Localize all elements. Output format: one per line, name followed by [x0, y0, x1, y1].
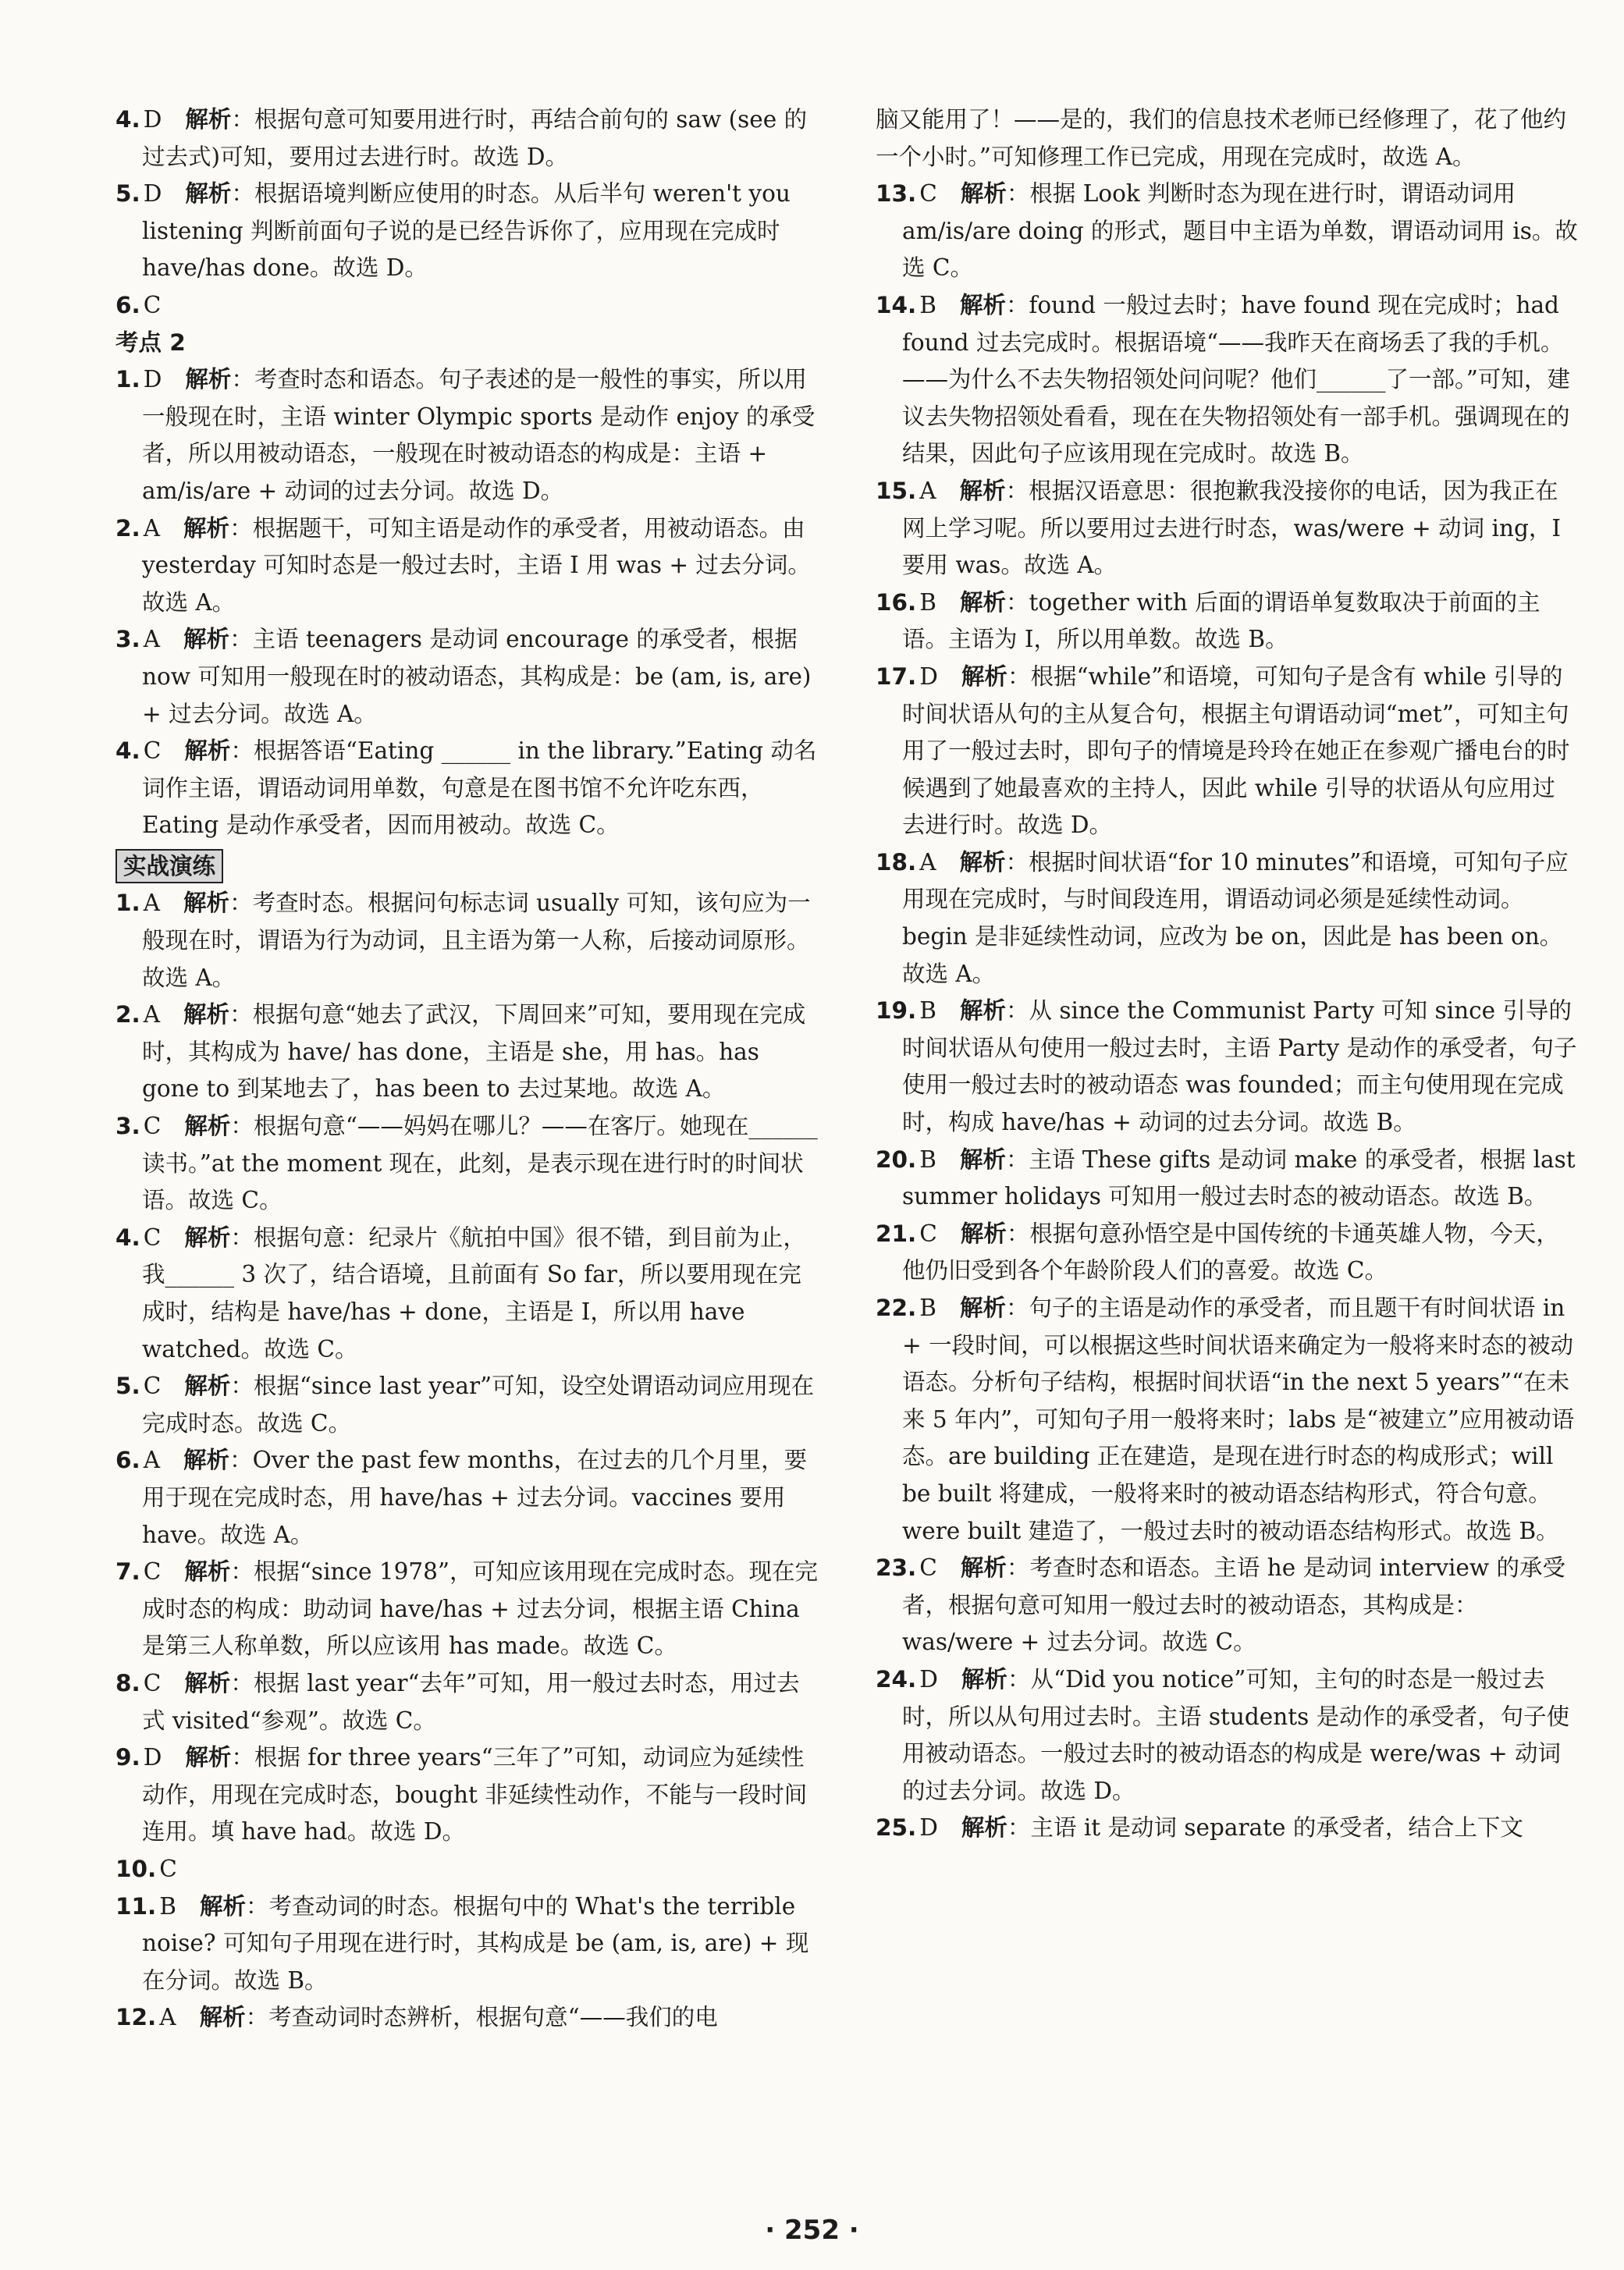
label-colon: ： [230, 1669, 254, 1696]
analysis-text: 考查时态和语态。主语 he 是动词 interview 的承受者，根据句意可知用一般过去时的被动语态，其构成是：was/were + 过去分词。故选 C。 [902, 1554, 1565, 1656]
question-number: 6. [115, 1447, 140, 1474]
analysis-text: 根据时间状语“for 10 minutes”和语境，可知句子应用现在完成时，与时间段连用，谓语动词必须是延续性动词。begin 是非延续性动词，应改为 be on，因此是 has been on。故选 A。 [902, 848, 1569, 987]
question-number: 22. [876, 1295, 917, 1321]
analysis-text: found 一般过去时；have found 现在完成时；had found 过去完成时。根据语境“——我昨天在商场丢了我的手机。——为什么不去失物招领处问问呢？他们______了一部。”可知，建议去失物招领处看看，现在在失物招领处有一部手机。强调现在的结果，因此句子应该用现在完成时。故选 B。 [902, 291, 1570, 467]
label-colon: ： [1006, 1554, 1030, 1582]
label-colon: ： [231, 1744, 254, 1771]
question-number: 23. [876, 1554, 917, 1582]
answer-entry [115, 1108, 818, 1220]
continued-text: 脑又能用了！——是的，我们的信息技术老师已经修理了，花了他约一个小时。”可知修理工作已完成，用现在完成时，故选 A。 [876, 106, 1567, 170]
analysis-label: 解析 [184, 1113, 231, 1140]
question-number: 9. [115, 1744, 140, 1771]
analysis-text: 根据句意孙悟空是中国传统的卡通英雄人物，今天，他仍旧受到各个年龄阶段人们的喜爱。故选 C。 [902, 1220, 1559, 1284]
analysis-label: 解析 [183, 626, 230, 653]
analysis-text: together with 后面的谓语单复数取决于前面的主语。主语为 I，所以用单数。故选 B。 [902, 588, 1540, 653]
answer-letter: D [143, 366, 162, 393]
analysis-text: 根据 for three years“三年了”可知，动词应为延续性动作，用现在完成时态，bought 非延续性动作，不能与一段时间连用。填 have had。故选 D。 [142, 1744, 808, 1845]
question-number: 6. [115, 291, 140, 318]
page-number: · 252 · [765, 2215, 859, 2246]
section-heading: 考点 2 [115, 329, 186, 356]
analysis-text: 考查时态。根据问句标志词 usually 可知，该句应为一般现在时，谓语为行为动词，且主语为第一人称，后接动词原形。故选 A。 [142, 890, 811, 991]
answer-letter: C [919, 1220, 937, 1247]
answer-letter: D [919, 663, 938, 690]
answer-letter: A [143, 890, 161, 917]
analysis-text: Over the past few months，在过去的几个月里，要用于现在完成时态，用 have/has + 过去分词。vaccines 要用 have。故选 A。 [142, 1447, 808, 1548]
answer-letter: A [143, 626, 161, 653]
label-colon: ： [1005, 1146, 1029, 1173]
analysis-label: 解析 [959, 997, 1006, 1025]
answer-entry [876, 1661, 1578, 1810]
answer-letter: C [143, 1669, 162, 1696]
analysis-text: 根据句意：纪录片《航拍中国》很不错，到目前为止，我______ 3 次了，结合语境，且前面有 So far，所以要用现在完成时，结构是 have/has + done，主语是 I，所以用 have watched。故选 C。 [142, 1224, 806, 1362]
analysis-label: 解析 [961, 663, 1007, 690]
analysis-label: 解析 [183, 1447, 230, 1474]
label-colon: ： [1007, 663, 1031, 690]
label-colon: ： [230, 1558, 254, 1586]
answer-letter: D [143, 180, 162, 208]
answer-entry [115, 996, 818, 1108]
label-colon: ： [245, 2004, 269, 2031]
analysis-label: 解析 [960, 180, 1007, 208]
label-colon: ： [1005, 997, 1029, 1025]
answer-letter: A [919, 848, 936, 876]
analysis-label: 解析 [199, 1892, 246, 1920]
question-number: 20. [876, 1146, 917, 1173]
answer-entry [115, 510, 818, 622]
answer-letter: A [143, 514, 161, 542]
analysis-text: 主语 These gifts 是动词 make 的承受者，根据 last summer holidays 可知用一般过去时态的被动语态。故选 B。 [902, 1146, 1576, 1210]
answer-entry [115, 1999, 818, 2037]
analysis-text: 根据汉语意思：很抱歉我没接你的电话，因为我正在网上学习呢。所以要用过去进行时态，was/were + 动词 ing，I 要用 was。故选 A。 [902, 477, 1562, 579]
answer-letter: C [143, 1113, 162, 1140]
answer-letter: B [919, 291, 936, 318]
analysis-text: 主语 it 是动词 separate 的承受者，结合上下文 [1030, 1814, 1523, 1842]
answer-letter: D [919, 1814, 938, 1842]
answer-letter: B [919, 1146, 936, 1173]
answer-entry [115, 101, 818, 176]
section-title-row [115, 844, 818, 886]
label-colon: ： [1006, 180, 1030, 208]
analysis-text: 考查动词时态辨析，根据句意“——我们的电 [268, 2004, 718, 2031]
label-colon: ： [1007, 1665, 1031, 1693]
analysis-label: 解析 [184, 1669, 231, 1696]
question-number: 5. [115, 1373, 140, 1400]
answer-letter: D [143, 1744, 162, 1771]
answer-entry [115, 1739, 818, 1851]
answer-letter: B [919, 997, 936, 1025]
analysis-label: 解析 [184, 1224, 231, 1251]
question-number: 2. [115, 514, 140, 542]
left-column [115, 101, 818, 2037]
analysis-text: 根据句意可知要用进行时，再结合前句的 saw (see 的过去式)可知，要用过去进行时。故选 D。 [142, 106, 808, 170]
analysis-text: 根据句意“——妈妈在哪儿？——在客厅。她现在______读书。”at the moment 现在，此刻，是表示现在进行时的时间状语。故选 C。 [142, 1113, 818, 1214]
answer-entry [876, 659, 1578, 844]
answer-entry [876, 1216, 1578, 1290]
analysis-label: 解析 [959, 1146, 1006, 1173]
right-column [876, 101, 1578, 1847]
analysis-label: 解析 [959, 291, 1006, 318]
question-number: 2. [115, 1001, 140, 1028]
answer-letter: A [143, 1001, 161, 1028]
analysis-text: 主语 teenagers 是动词 encourage 的承受者，根据 now 可知用一般现在时的被动语态，其构成是：be (am, is, are) + 过去分词。故选 A。 [142, 626, 812, 727]
question-number: 15. [876, 477, 917, 504]
analysis-label: 解析 [185, 106, 232, 133]
analysis-text: 根据答语“Eating ______ in the library.”Eating 动名词作主语，谓语动词用单数，句意是在图书馆不允许吃东西，Eating 是动作承受者，因而用被动。故选 C。 [142, 737, 817, 839]
analysis-label: 解析 [961, 1665, 1007, 1693]
question-number: 7. [115, 1558, 140, 1586]
label-colon: ： [1005, 291, 1029, 318]
label-colon: ： [1007, 1814, 1031, 1842]
label-colon: ： [1005, 848, 1029, 876]
answer-letter: C [143, 1373, 162, 1400]
answer-letter: B [159, 1892, 176, 1920]
answer-entry [115, 1554, 818, 1665]
question-number: 10. [115, 1855, 157, 1882]
question-number: 24. [876, 1665, 917, 1693]
answer-entry [115, 1220, 818, 1368]
question-number: 16. [876, 588, 917, 616]
label-colon: ： [230, 1373, 254, 1400]
answer-entry [115, 733, 818, 844]
question-number: 21. [876, 1220, 917, 1247]
label-colon: ： [229, 890, 253, 917]
answer-letter: D [143, 106, 162, 133]
question-number: 11. [115, 1892, 157, 1920]
answer-letter: D [919, 1665, 938, 1693]
question-number: 18. [876, 848, 917, 876]
question-number: 5. [115, 180, 140, 208]
answer-letter: C [919, 180, 937, 208]
answer-letter: A [919, 477, 936, 504]
analysis-label: 解析 [185, 180, 232, 208]
question-number: 19. [876, 997, 917, 1025]
answer-entry [876, 584, 1578, 659]
label-colon: ： [229, 1001, 253, 1028]
analysis-text: 根据 Look 判断时态为现在进行时，谓语动词用 am/is/are doing 的形式，题目中主语为单数，谓语动词用 is。故选 C。 [902, 180, 1578, 282]
label-colon: ： [230, 737, 254, 765]
analysis-text: 根据句意“她去了武汉，下周回来”可知，要用现在完成时，其构成为 have/ has done，主语是 she，用 has。has gone to 到某地去了，has been to 去过某地。故选 A。 [142, 1001, 806, 1103]
analysis-label: 解析 [959, 477, 1006, 504]
question-number: 3. [115, 626, 140, 653]
analysis-text: 根据题干，可知主语是动作的承受者，用被动语态。由 yesterday 可知时态是一般过去时，主语 I 用 was + 过去分词。故选 A。 [142, 514, 811, 616]
answer-entry [115, 1851, 818, 1888]
answer-entry [876, 473, 1578, 584]
analysis-text: 句子的主语是动作的承受者，而且题干有时间状语 in + 一段时间，可以根据这些时间状语来确定为一般将来时态的被动语态。分析句子结构，根据时间状语“in the next 5 years”“在未来 5 年内”，可知句子用一般将来时；labs 是“被建立”应用被动语态。are building 正在建造，是现在进行时态的构成形式；will be built 将建成，一般将来时的被动语态结构形式，符合句意。were built 建造了，一般过去时的被动语态结构形式。故选 B。 [902, 1295, 1575, 1544]
answer-entry [876, 993, 1578, 1141]
analysis-label: 解析 [185, 366, 232, 393]
answer-entry [115, 621, 818, 733]
label-colon: ： [230, 1113, 254, 1140]
analysis-text: 根据 last year“去年”可知，用一般过去时态，用过去式 visited“参观”。故选 C。 [142, 1669, 800, 1734]
analysis-label: 解析 [959, 848, 1006, 876]
question-number: 1. [115, 366, 140, 393]
analysis-text: 根据“since 1978”，可知应该用现在完成时态。现在完成时态的构成：助动词 have/has + 过去分词，根据主语 China 是第三人称单数，所以应该用 has made。故选 C。 [142, 1558, 819, 1660]
label-colon: ： [229, 626, 253, 653]
answer-letter: A [143, 1447, 161, 1474]
label-colon: ： [245, 1892, 269, 1920]
analysis-text: 根据“since last year”可知，设空处谓语动词应用现在完成时态。故选 C。 [142, 1373, 815, 1437]
label-colon: ： [231, 106, 254, 133]
answer-entry [115, 1368, 818, 1442]
answer-letter: C [143, 1224, 162, 1251]
analysis-label: 解析 [184, 1558, 231, 1586]
analysis-label: 解析 [959, 1295, 1006, 1321]
question-number: 4. [115, 1224, 140, 1251]
answer-entry [876, 1810, 1578, 1847]
analysis-label: 解析 [960, 1554, 1007, 1582]
analysis-label: 解析 [185, 1744, 232, 1771]
analysis-text: 考查动词的时态。根据句中的 What's the terrible noise? 可知句子用现在进行时，其构成是 be (am, is, are) + 现在分词。故选 B。 [142, 1892, 809, 1994]
analysis-label: 解析 [959, 588, 1006, 616]
analysis-label: 解析 [184, 1373, 231, 1400]
answer-entry [115, 287, 818, 325]
analysis-label: 解析 [183, 514, 230, 542]
analysis-text: 从“Did you notice”可知，主句的时态是一般过去时，所以从句用过去时。主语 students 是动作的承受者，句子使用被动语态。一般过去时的被动语态的构成是 were/was + 动词的过去分词。故选 D。 [902, 1665, 1570, 1804]
question-number: 14. [876, 291, 917, 318]
answer-letter: C [159, 1855, 177, 1882]
answer-entry [876, 1550, 1578, 1661]
analysis-label: 解析 [183, 890, 230, 917]
analysis-label: 解析 [960, 1220, 1007, 1247]
answer-entry [115, 1888, 818, 2000]
answer-entry [876, 287, 1578, 473]
label-colon: ： [229, 514, 253, 542]
answer-entry [115, 885, 818, 996]
question-number: 4. [115, 106, 140, 133]
answer-letter: C [143, 737, 162, 765]
answer-entry [115, 1665, 818, 1739]
analysis-label: 解析 [183, 1001, 230, 1028]
label-colon: ： [1005, 588, 1029, 616]
answer-letter: C [143, 291, 162, 318]
answer-entry [876, 1290, 1578, 1550]
question-number: 12. [115, 2004, 157, 2031]
answer-entry [115, 176, 818, 287]
label-colon: ： [231, 180, 254, 208]
question-number: 13. [876, 180, 917, 208]
question-number: 8. [115, 1669, 140, 1696]
label-colon: ： [1005, 477, 1029, 504]
question-number: 25. [876, 1814, 917, 1842]
analysis-label: 解析 [184, 737, 231, 765]
question-number: 3. [115, 1113, 140, 1140]
answer-entry [876, 1142, 1578, 1216]
answer-letter: B [919, 1295, 936, 1321]
analysis-text: 从 since the Communist Party 可知 since 引导的时间状语从句使用一般过去时，主语 Party 是动作的承受者，句子使用一般过去时的被动语态 was founded；而主句使用现在完成时，构成 have/has + 动词的过去分词。故选 B。 [902, 997, 1577, 1136]
answer-letter: A [159, 2004, 176, 2031]
answer-letter: C [143, 1558, 162, 1586]
answer-entry [115, 361, 818, 510]
analysis-text: 考查时态和语态。句子表述的是一般性的事实，所以用一般现在时，主语 winter Olympic sports 是动作 enjoy 的承受者，所以用被动语态，一般现在时被动语态的构成是：主语 + am/is/are + 动词的过去分词。故选 D。 [142, 366, 816, 504]
answer-letter: C [919, 1554, 937, 1582]
label-colon: ： [231, 366, 254, 393]
analysis-text: 根据“while”和语境，可知句子是含有 while 引导的时间状语从句的主从复合句，根据主句谓语动词“met”，可知主句用了一般过去时，即句子的情境是玲玲在她正在参观广播电台的时候遇到了她最喜欢的主持人，因此 while 引导的状语从句应用过去进行时。故选 D。 [902, 663, 1570, 839]
label-colon: ： [1005, 1295, 1029, 1321]
analysis-label: 解析 [199, 2004, 246, 2031]
question-number: 4. [115, 737, 140, 765]
question-number: 1. [115, 890, 140, 917]
answer-entry [876, 176, 1578, 287]
analysis-label: 解析 [961, 1814, 1007, 1842]
answer-entry [115, 1442, 818, 1554]
answer-entry [876, 844, 1578, 993]
label-colon: ： [229, 1447, 253, 1474]
label-colon: ： [230, 1224, 254, 1251]
answer-letter: B [919, 588, 936, 616]
question-number: 17. [876, 663, 917, 690]
section-title-box: 实战演练 [115, 849, 223, 883]
analysis-text: 根据语境判断应使用的时态。从后半句 weren't you listening 判断前面句子说的是已经告诉你了，应用现在完成时 have/has done。故选 D。 [142, 180, 791, 282]
label-colon: ： [1006, 1220, 1030, 1247]
